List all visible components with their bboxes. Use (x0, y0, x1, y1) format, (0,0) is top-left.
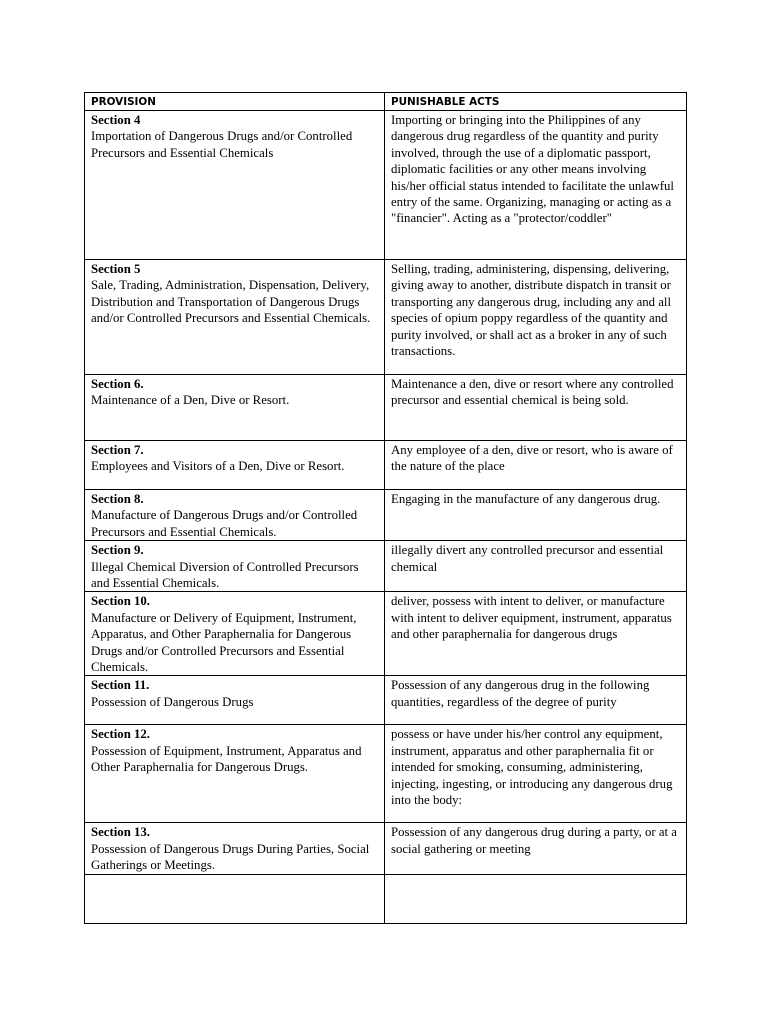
provision-cell (85, 111, 385, 260)
section-number: Section 11. (91, 678, 150, 693)
table-row (85, 592, 687, 676)
empty-table-row (85, 875, 687, 924)
punishable-acts-cell: illegally divert any controlled precursor and essential chemical (385, 541, 687, 592)
section-title: Employees and Visitors of a Den, Dive or Resort. (91, 459, 345, 474)
section-number: Section 9. (91, 543, 144, 558)
provisions-table (84, 92, 687, 924)
header-provision: PROVISION (85, 93, 385, 111)
punishable-acts-cell: Importing or bringing into the Philippines of any dangerous drug regardless of the quantity and purity involved, through the use of a diplomatic passport, diplomatic facilities or any other means involving his/her official status intended to facilitate the unlawful entry of the same. Organizing, managing or acting as a "financier". Acting as a "protector/coddler" (385, 111, 687, 260)
table-row (85, 441, 687, 490)
section-title: Possession of Equipment, Instrument, Apparatus and Other Paraphernalia for Dangerous Drugs. (91, 743, 362, 775)
provision-cell (85, 725, 385, 823)
section-title: Sale, Trading, Administration, Dispensation, Delivery, Distribution and Transportation of Dangerous Drugs and/or Controlled Precursors and Essential Chemicals. (91, 278, 371, 326)
section-title: Possession of Dangerous Drugs (91, 694, 254, 709)
empty-punishable-acts-cell (385, 875, 687, 924)
section-number: Section 8. (91, 492, 144, 506)
provision-cell (85, 541, 385, 592)
section-number: Section 13. (91, 825, 151, 840)
table-row (85, 375, 687, 441)
punishable-acts-cell: deliver, possess with intent to deliver, or manufacture with intent to deliver equipment, instrument, apparatus and other paraphernalia for dangerous drugs (385, 592, 687, 676)
table-row (85, 260, 687, 375)
section-title: Manufacture or Delivery of Equipment, Instrument, Apparatus, and Other Paraphernalia for Dangerous Drugs and/or Controlled Precursors and Essential Chemicals. (91, 610, 357, 675)
provision-cell (85, 375, 385, 441)
empty-provision-cell (85, 875, 385, 924)
table-row (85, 823, 687, 875)
provision-cell (85, 676, 385, 725)
provision-cell (85, 490, 385, 541)
punishable-acts-cell: Selling, trading, administering, dispensing, delivering, giving away to another, distribute dispatch in transit or transporting any dangerous drug, including any and all species of opium poppy regardless of the quantity and purity involved, or shall act as a broker in any of such transactions. (385, 260, 687, 375)
section-title: Possession of Dangerous Drugs During Parties, Social Gatherings or Meetings. (91, 841, 370, 873)
section-title: Importation of Dangerous Drugs and/or Controlled Precursors and Essential Chemicals (91, 129, 353, 160)
table-header-row (85, 93, 687, 111)
provision-cell (85, 592, 385, 676)
header-punishable-acts: PUNISHABLE ACTS (385, 93, 687, 111)
section-title: Manufacture of Dangerous Drugs and/or Controlled Precursors and Essential Chemicals. (91, 508, 358, 539)
table-row (85, 676, 687, 725)
section-title: Maintenance of a Den, Dive or Resort. (91, 393, 290, 408)
provision-cell (85, 260, 385, 375)
provision-cell (85, 823, 385, 875)
punishable-acts-cell: Possession of any dangerous drug in the following quantities, regardless of the degree of purity (385, 676, 687, 725)
section-number: Section 6. (91, 377, 144, 391)
punishable-acts-cell: possess or have under his/her control any equipment, instrument, apparatus and other paraphernalia fit or intended for smoking, consuming, administering, injecting, ingesting, or introducing any dangerous drug into the body: (385, 725, 687, 823)
section-number: Section 4 (91, 113, 141, 127)
section-number: Section 7. (91, 443, 144, 457)
punishable-acts-cell: Any employee of a den, dive or resort, who is aware of the nature of the place (385, 441, 687, 490)
punishable-acts-cell: Maintenance a den, dive or resort where any controlled precursor and essential chemical is being sold. (385, 375, 687, 441)
table-row (85, 725, 687, 823)
provision-cell (85, 441, 385, 490)
punishable-acts-cell: Engaging in the manufacture of any dangerous drug. (385, 490, 687, 541)
section-number: Section 12. (91, 727, 151, 742)
table-row (85, 490, 687, 541)
punishable-acts-cell: Possession of any dangerous drug during a party, or at a social gathering or meeting (385, 823, 687, 875)
table-row (85, 111, 687, 260)
section-number: Section 10. (91, 594, 151, 609)
section-title: Illegal Chemical Diversion of Controlled Precursors and Essential Chemicals. (91, 559, 359, 591)
section-number: Section 5 (91, 262, 141, 276)
table-row (85, 541, 687, 592)
